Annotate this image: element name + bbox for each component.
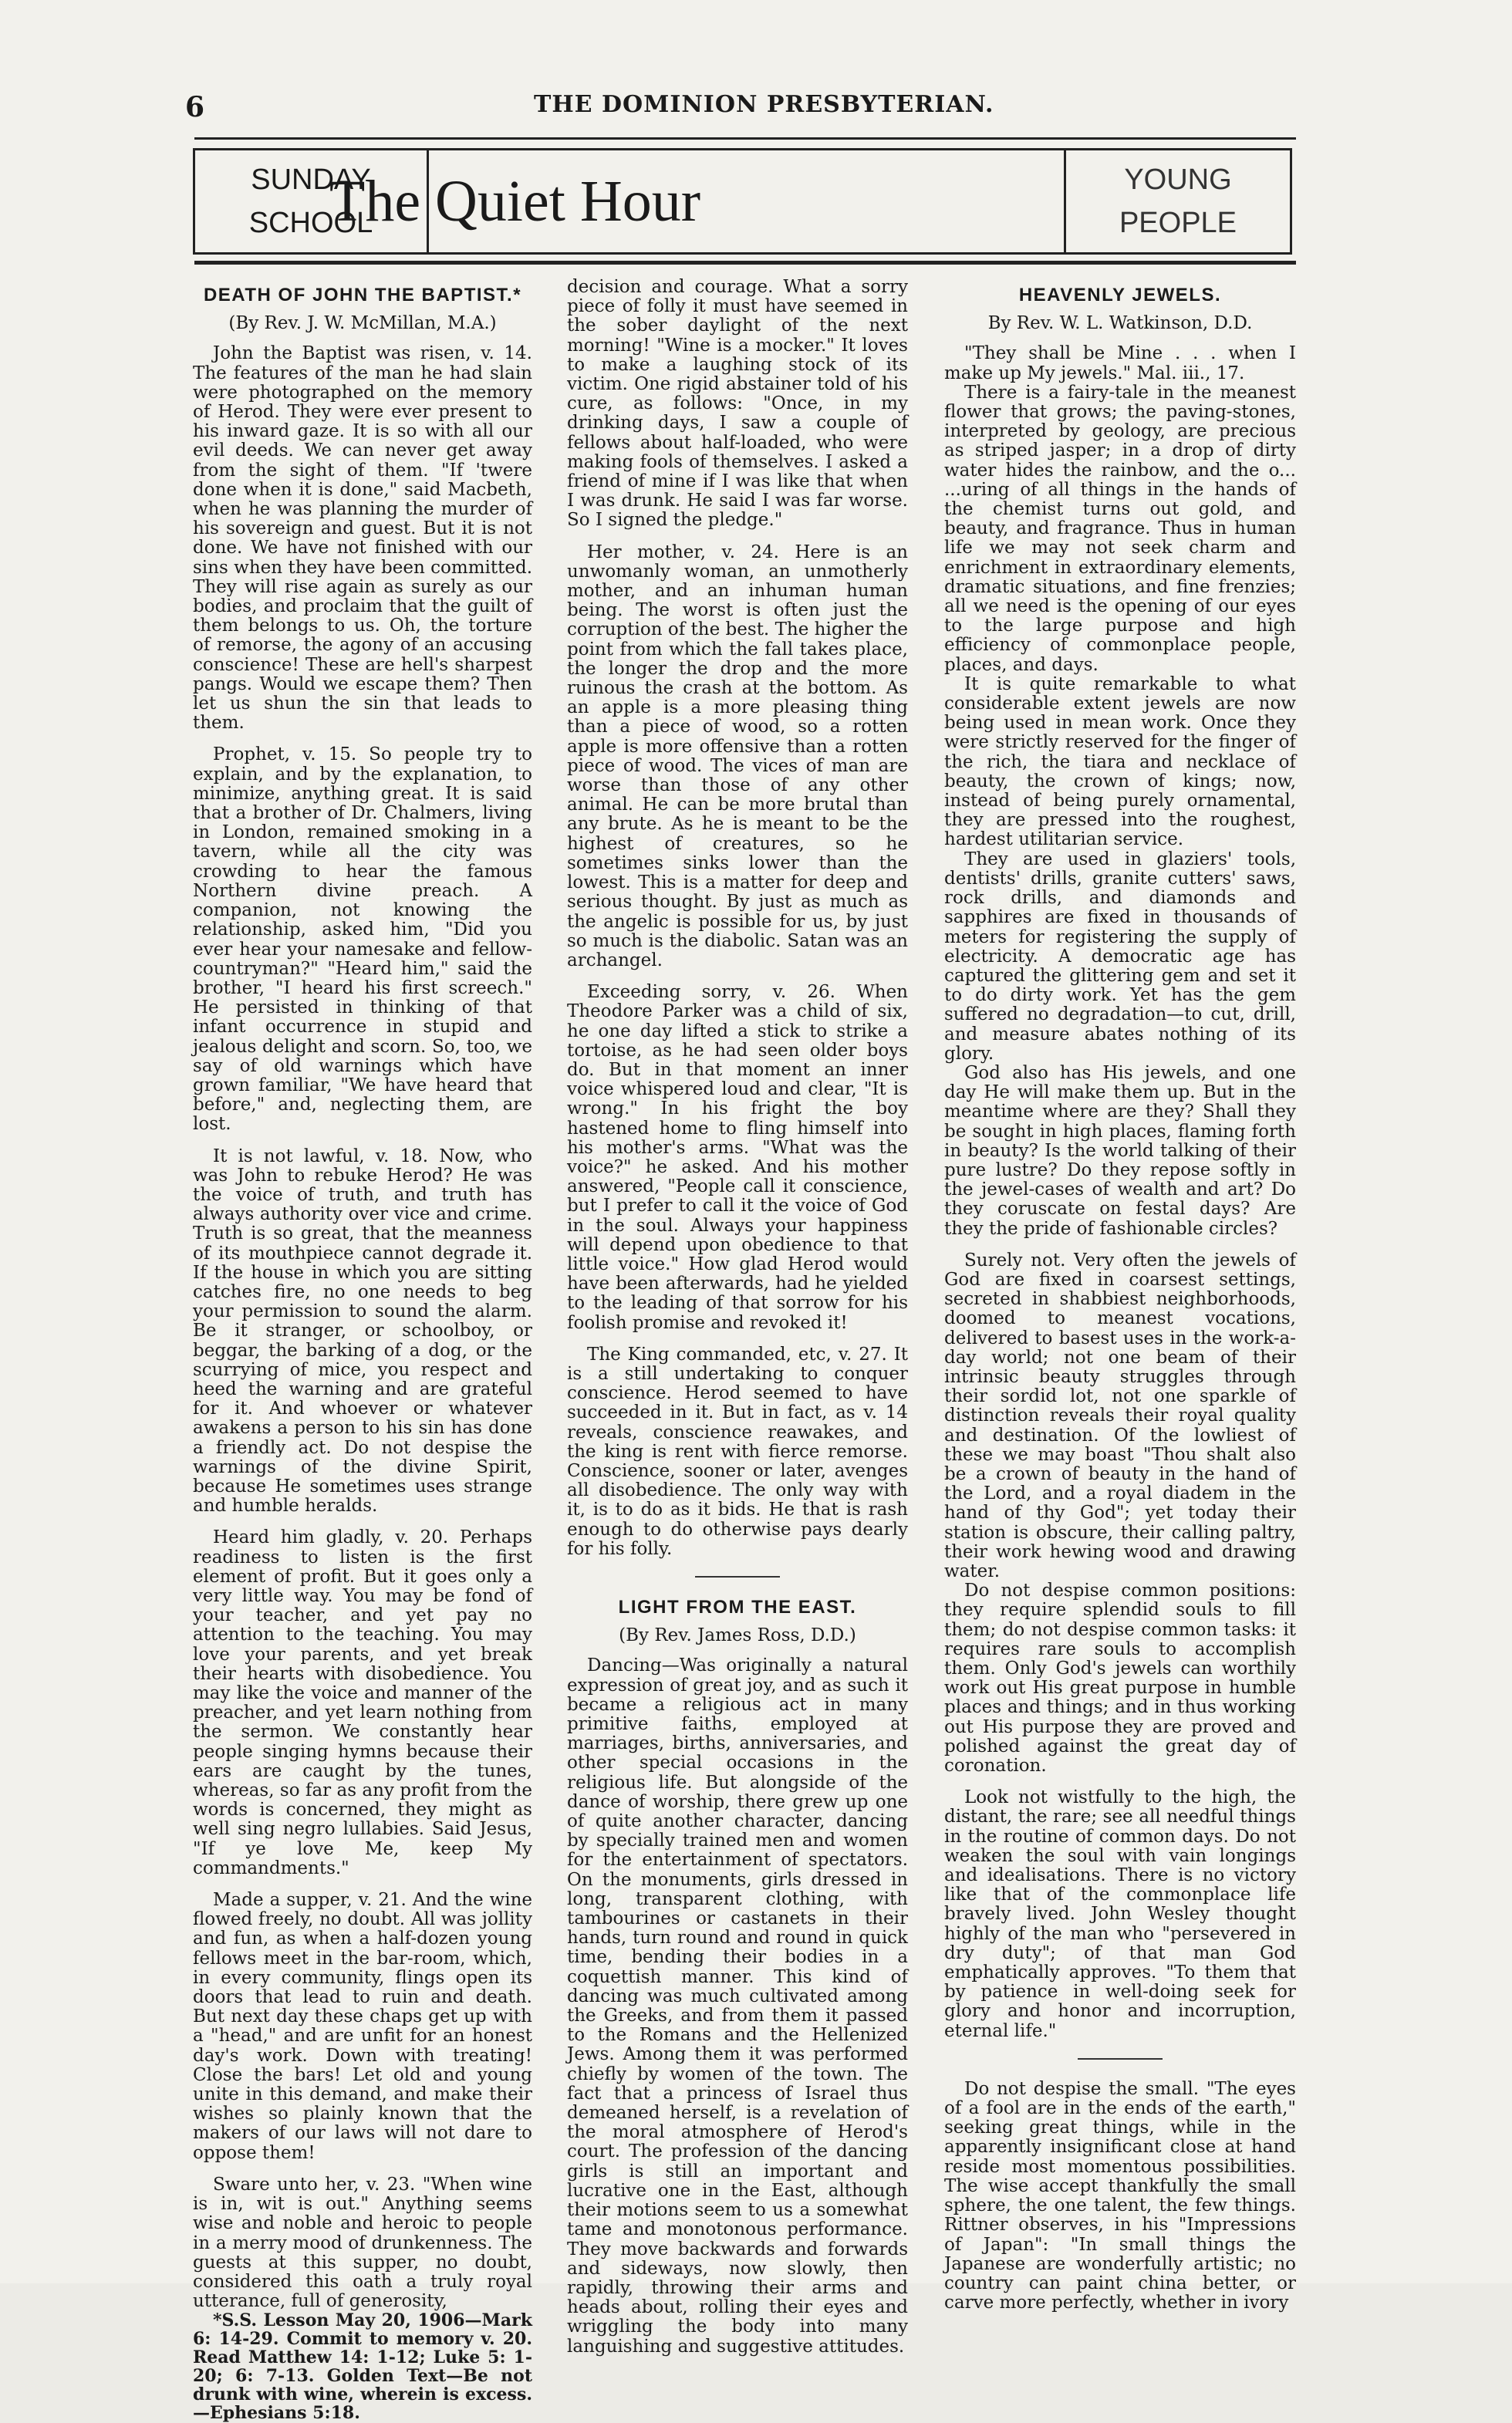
header-rule (194, 137, 1296, 140)
article-title: HEAVENLY JEWELS. (1018, 285, 1222, 305)
young-label: YOUNG (1124, 164, 1232, 196)
paragraph: Sware unto her, v. 23. "When wine is in, wit is out." Anything seems wise and noble and heroic to people in a merry mood of drunkenness. The guests at this supper, no doubt, considered this oath a truly royal utterance, full of generosity, (193, 2174, 532, 2312)
paragraph: It is quite remarkable to what considerable extent jewels are now being used in mean work. Once they were strictly reserved for the finger of the rich, the tiara and necklace of beauty, the crown of kings; now, instead of being purely ornamental, they are pressed into the roughest, hardest utilitarian service. (944, 673, 1296, 850)
paragraph: Made a supper, v. 21. And the wine flowed freely, no doubt. All was jollity and fun, as when a half-dozen young fellows meet in the bar-room, which, in every community, flings open its doors that lead to ruin and death. But next day these chaps get up with a "head," and are unfit for an honest day's work. Down with treating! Close the bars! Let old and young unite in this demand, and make their wishes so plainly known that the makers of our laws will not dare to oppose them! (193, 1890, 532, 2163)
paragraph: Surely not. Very often the jewels of God are fixed in coarsest settings, secreted in shabbiest neighborhoods, doomed to meanest vocations, delivered to basest uses in the work-a-day world; not one beam of their intrinsic beauty struggles through their sordid lot, not one sparkle of distinction reveals their royal quality and destination. Of the lowliest of these we may boast "Thou shalt also be a crown of beauty in the hand of the Lord, and a royal diadem in the hand of thy God"; yet today their station is obscure, their calling paltry, their work hewing wood and drawing water. (944, 1250, 1296, 1581)
journal-title: THE DOMINION PRESBYTERIAN. (534, 91, 994, 118)
paragraph: They are used in glaziers' tools, dentists' drills, granite cutters' saws, rock drills, and diamonds and sapphires are fixed in thousands of meters for registering the supply of electricity. A democratic age has captured the glittering gem and set it to do dirty work. Yet has the gem suffered no degradation—to cut, drill, and measure abates nothing of its glory. (944, 849, 1296, 1064)
paragraph: Look not wistfully to the high, the distant, the rare; see all needful things in the routine of common days. Do not weaken the soul with vain longings and idealisations. There is no victory like that of the commonplace life bravely lived. John Wesley thought highly of the man who "persevered in dry duty"; of that man God emphatically approves. "To them that by patience in well-doing seek for glory and honor and incorruption, eternal life." (944, 1787, 1296, 2041)
page-number: 6 (185, 91, 206, 123)
article-byline: (By Rev. James Ross, D.D.) (619, 1625, 856, 1646)
paragraph: Do not despise common positions: they require splendid souls to fill them; do not despise common tasks: it requires rare souls to accomplish them. Only God's jewels can worthily work out His great purpose in humble places and things; and in thus working out His purpose they are proved and polished against the great day of coronation. (944, 1581, 1296, 1777)
paragraph: Her mother, v. 24. Here is an unwomanly woman, an unmotherly mother, and an inhuman human being. The worst is often just the corruption of the best. The higher the point from which the fall takes place, the longer the drop and the more ruinous the crash at the bottom. As an apple is a more pleasing thing than a piece of wood, so a rotten apple is more offensive than a rotten piece of wood. The vices of man are worse than those of any other animal. He can be more brutal than any brute. As he is meant to be the highest of creatures, so he sometimes sinks lower than the lowest. This is a matter for deep and serious thought. By just as much as the angelic is possible for us, by just so much is the diabolic. Satan was an archangel. (567, 542, 908, 970)
section-banner (193, 148, 1292, 255)
paragraph: Heard him gladly, v. 20. Perhaps readiness to listen is the first element of profit. But it goes only a very little way. You may be fond of your teacher, and yet pay no attention to the teaching. You may love your parents, and yet break their hearts with disobedience. You may like the voice and manner of the preacher, and yet learn nothing from the sermon. We constantly hear people singing hymns because their ears are caught by the tunes, whereas, so far as any profit from the words is concerned, they might as well sing negro lullabies. Said Jesus, "If ye love Me, keep My commandments." (193, 1527, 532, 1878)
section-divider (1078, 2058, 1163, 2060)
people-label: PEOPLE (1119, 207, 1237, 239)
article-byline: By Rev. W. L. Watkinson, D.D. (987, 313, 1253, 334)
paragraph: Exceeding sorry, v. 26. When Theodore Parker was a child of six, he one day lifted a stick to strike a tortoise, as he had seen older boys do. But in that moment an inner voice whispered loud and clear, "It is wrong." In his fright the boy hastened home to fling himself into his mother's arms. "What was the voice?" he asked. And his mother answered, "People call it conscience, but I prefer to call it the voice of God in the soul. Always your happiness will depend upon obedience to that little voice." How glad Herod would have been afterwards, had he yielded to the leading of that sorrow for his foolish promise and revoked it! (567, 982, 908, 1333)
paragraph: Dancing—Was originally a natural expression of great joy, and as such it became a religious act in many primitive faiths, employed at marriages, births, anniversaries, and other special occasions in the religious life. But alongside of the dance of worship, there grew up one of quite another character, dancing by specially trained men and women for the entertainment of spectators. On the monuments, girls dressed in long, transparent clothing, with tambourines or castanets in their hands, turn round and round in quick time, bending their bodies in a coquettish manner. This kind of dancing was much cultivated among the Greeks, and from them it passed to the Romans and the Hellenized Jews. Among them it was performed chiefly by women of the town. The fact that a princess of Israel thus demeaned herself, is a revelation of the moral atmosphere of Herod's court. The profession of the dancing girls is still an important and lucrative one in the East, although their motions seem to us a somewhat tame and monotonous performance. They move backwards and forwards and sideways, now slowly, then rapidly, throwing their arms and heads about, rolling their eyes and wriggling the body into many languishing and suggestive attitudes. (567, 1655, 908, 2357)
banner-rule (194, 261, 1296, 265)
paragraph: Do not despise the small. "The eyes of a fool are in the ends of the earth," seeking great things, while in the apparently insignificant close at hand reside most momentous possibilities. The wise accept thankfully the small sphere, the one talent, the few things. Rittner observes, in his "Impressions of Japan": "In small things the Japanese are wonderfully artistic; no country can paint china better, or carve more perfectly, whether in ivory (944, 2078, 1296, 2313)
column-2 (567, 278, 908, 2357)
section-divider (695, 1576, 780, 1578)
article-title: DEATH OF JOHN THE BAPTIST.* (203, 285, 522, 305)
school-label: SCHOOL (248, 207, 373, 239)
paragraph: God also has His jewels, and one day He will make them up. But in the meantime where are they? Shall they be sought in high places, flaming forth in beauty? Is the world talking of their pure lustre? Do they repose softly in the jewel-cases of wealth and art? Do they coruscate on festal days? Are they the pride of fashionable circles? (944, 1062, 1296, 1239)
sunday-label: SUNDAY (251, 164, 371, 196)
paragraph: John the Baptist was risen, v. 14. The features of the man he had slain were photographed on the memory of Herod. They were ever present to his inward gaze. It is so with all our evil deeds. We can never get away from the sight of them. "If 'twere done when it is done," said Macbeth, when he was planning the murder of his sovereign and guest. But it is not done. We have not finished with our sins when they have been committed. They will rise again as surely as our bodies, and proclaim that the guilt of them belongs to us. Oh, the torture of remorse, the agony of an accusing conscience! These are hell's sharpest pangs. Would we escape them? Then let us shun the sin that leads to them. (193, 343, 532, 734)
article-byline: (By Rev. J. W. McMillan, M.A.) (228, 313, 497, 334)
paragraph: The King commanded, etc, v. 27. It is a still undertaking to conquer conscience. Herod seemed to have succeeded in it. But in fact, as v. 14 reveals, conscience reawakes, and the king is rent with fierce remorse. Conscience, sooner or later, avenges all disobedience. The only way with it, is to do as it bids. He that is rash enough to do otherwise pays dearly for his folly. (567, 1344, 908, 1559)
sunday-school-box (195, 150, 429, 252)
paragraph: Prophet, v. 15. So people try to explain, and by the explanation, to minimize, anything great. It is said that a brother of Dr. Chalmers, living in London, remained smoking in a tavern, while all the city was crowding to hear the famous Northern divine preach. A companion, not knowing the relationship, asked him, "Did you ever hear your namesake and fellow-countryman?" "Heard him," said the brother, "I heard his first screech." He persisted in thinking of that infant occurrence in stupid and jealous delight and scorn. So, too, we say of old warnings which have grown familiar, "We have heard that before," and, neglecting them, are lost. (193, 744, 532, 1135)
young-people-box (1064, 150, 1290, 252)
paragraph: "They shall be Mine . . . when I make up My jewels." Mal. iii., 17. (944, 343, 1296, 383)
paragraph: decision and courage. What a sorry piece of folly it must have seemed in the sober daylight of the next morning! "Wine is a mocker." It loves to make a laughing stock of its victim. One rigid abstainer told of his cure, as follows: "Once, in my drinking days, I saw a couple of fellows about half-loaded, who were making fools of themselves. I asked a friend of mine if I was like that when I was drunk. He said I was far worse. So I signed the pledge." (567, 277, 908, 531)
column-1 (193, 278, 532, 2422)
banner-title: The Quiet Hour (329, 168, 701, 234)
column-3 (944, 278, 1296, 2313)
lesson-footnote: *S.S. Lesson May 20, 1906—Mark 6: 14-29. Commit to memory v. 20. Read Matthew 14: 1-12; Luke 5: 1-20; 6: 7-13. Golden Text—Be not drunk with wine, wherein is excess.—Ephesians 5:18. (193, 2310, 532, 2423)
paragraph: It is not lawful, v. 18. Now, who was John to rebuke Herod? He was the voice of truth, and truth has always authority over vice and crime. Truth is so great, that the meanness of its mouthpiece cannot degrade it. If the house in which you are sitting catches fire, no one needs to beg your permission to sound the alarm. Be it stranger, or schoolboy, or beggar, the barking of a dog, or the scurrying of mice, you respect and heed the warning and are grateful for it. And whoever or whatever awakens a person to his sin has done a friendly act. Do not despise the warnings of the divine Spirit, because He sometimes uses strange and humble heralds. (193, 1146, 532, 1517)
paragraph: There is a fairy-tale in the meanest flower that grows; the paving-stones, interpreted by geology, are precious as striped jasper; in a drop of dirty water hides the rainbow, and the o... ...uring of all things in the hands of the chemist turns out gold, and beauty, and fragrance. Thus in human life we may not seek charm and enrichment in extraordinary elements, dramatic situations, and fine frenzies; all we need is the opening of our eyes to the large purpose and high efficiency of commonplace people, places, and days. (944, 382, 1296, 675)
article-title: LIGHT FROM THE EAST. (618, 1597, 857, 1618)
